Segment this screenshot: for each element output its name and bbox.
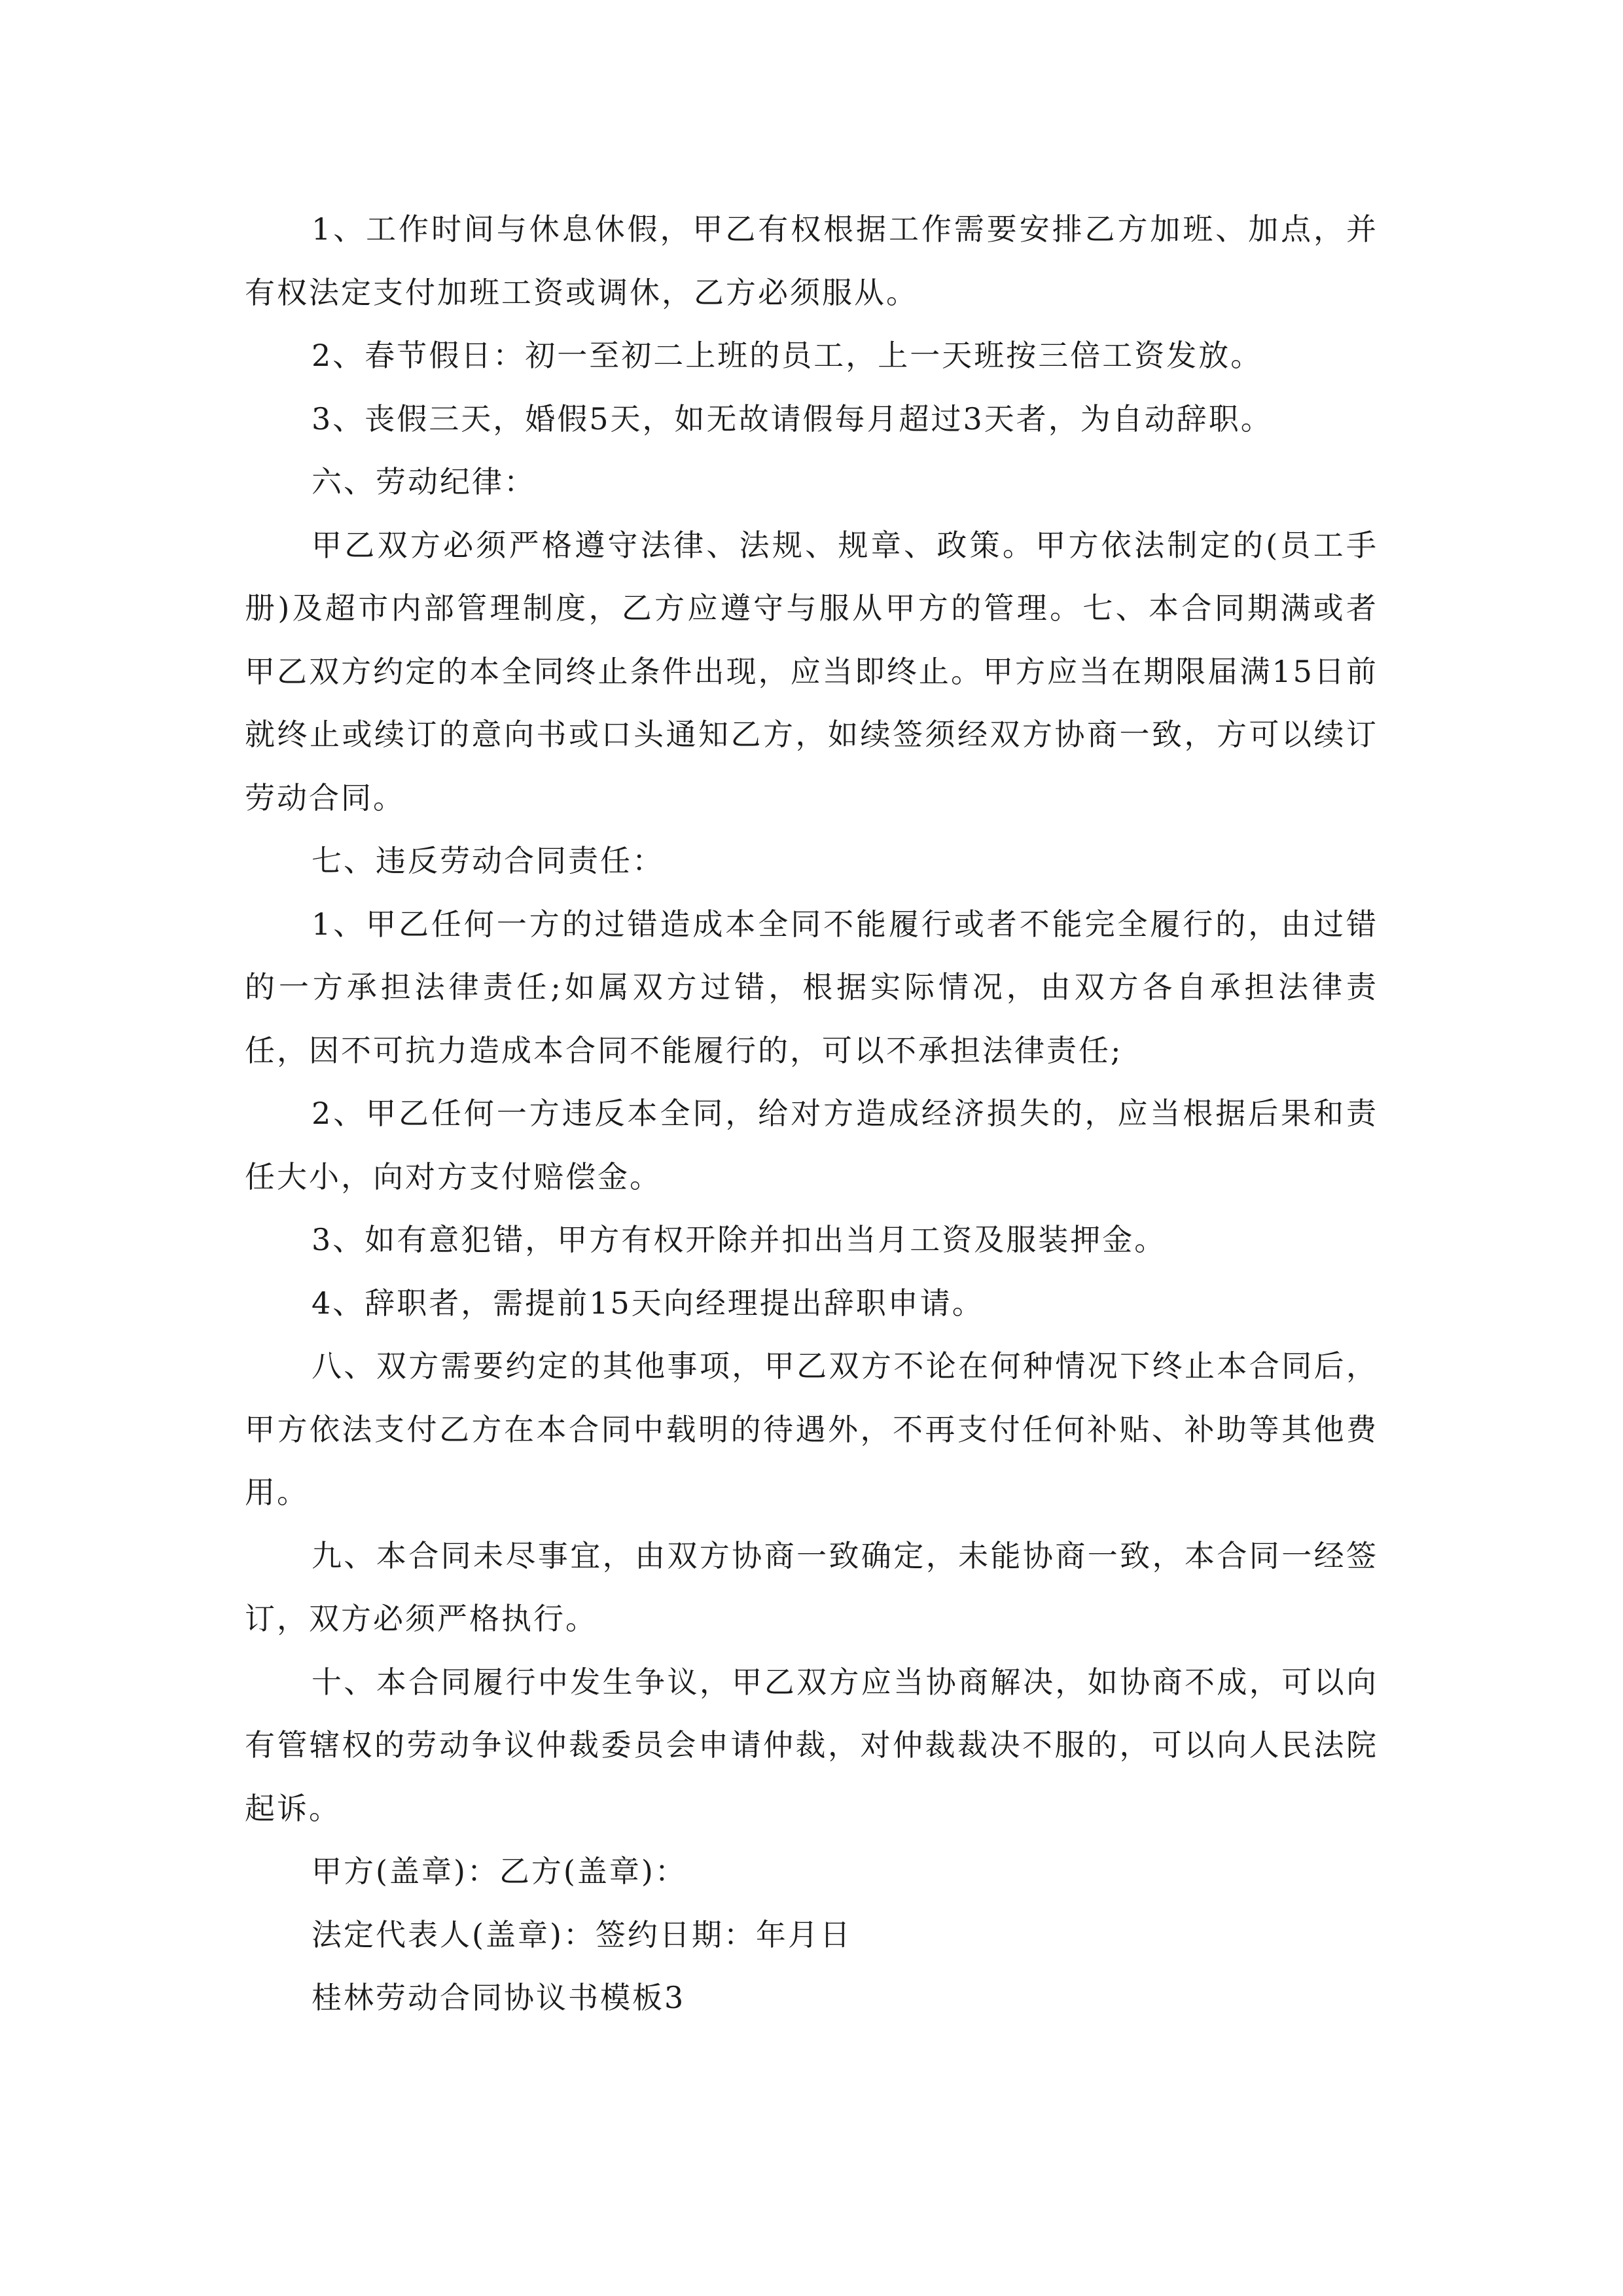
heading-labor-discipline: 六、劳动纪律： <box>312 464 536 499</box>
paragraph-liability-4: 4、辞职者，需提前15天向经理提出辞职申请。 <box>312 1285 984 1321</box>
paragraph-unresolved-matters: 九、本合同未尽事宜，由双方协商一致确定，未能协商一致，本合同一经签订，双方必须严格执行。 <box>245 1537 1378 1636</box>
template-title: 桂林劳动合同协议书模板3 <box>312 1980 686 2015</box>
paragraph-disputes: 十、本合同履行中发生争议，甲乙双方应当协商解决，如协商不成，可以向有管辖权的劳动争议仲裁委员会申请仲裁，对仲裁裁决不服的，可以向人民法院起诉。 <box>245 1664 1378 1826</box>
paragraph-leave: 3、丧假三天，婚假5天，如无故请假每月超过3天者，为自动辞职。 <box>312 401 1273 437</box>
paragraph-spring-festival: 2、春节假日：初一至初二上班的员工，上一天班按三倍工资发放。 <box>312 338 1263 373</box>
paragraph-liability-1: 1、甲乙任何一方的过错造成本全同不能履行或者不能完全履行的，由过错的一方承担法律责任;如属双方过错，根据实际情况，由双方各自承担法律责任，因不可抗力造成本合同不能履行的，可以不承担法律责任; <box>245 906 1378 1068</box>
paragraph-liability-3: 3、如有意犯错，甲方有权开除并扣出当月工资及服装押金。 <box>312 1222 1167 1257</box>
heading-breach-liability: 七、违反劳动合同责任： <box>312 843 664 878</box>
document-body <box>245 198 1378 2030</box>
paragraph-other-matters: 八、双方需要约定的其他事项，甲乙双方不论在何种情况下终止本合同后，甲方依法支付乙方在本合同中载明的待遇外，不再支付任何补贴、补助等其他费用。 <box>245 1348 1378 1510</box>
paragraph-liability-2: 2、甲乙任何一方违反本全同，给对方造成经济损失的，应当根据后果和责任大小，向对方支付赔偿金。 <box>245 1096 1378 1194</box>
signature-parties: 甲方(盖章)：乙方(盖章)： <box>312 1854 687 1889</box>
signature-representative-date: 法定代表人(盖章)：签约日期：年月日 <box>312 1916 852 1952</box>
paragraph-discipline-body: 甲乙双方必须严格遵守法律、法规、规章、政策。甲方依法制定的(员工手册)及超市内部管理制度，乙方应遵守与服从甲方的管理。七、本合同期满或者甲乙双方约定的本全同终止条件出现，应当即终止。甲方应当在期限届满15日前就终止或续订的意向书或口头通知乙方，如续签须经双方协商一致，方可以续订劳动合同。 <box>245 527 1378 816</box>
paragraph-work-hours: 1、工作时间与休息休假，甲乙有权根据工作需要安排乙方加班、加点，并有权法定支付加班工资或调休，乙方必须服从。 <box>245 211 1378 310</box>
